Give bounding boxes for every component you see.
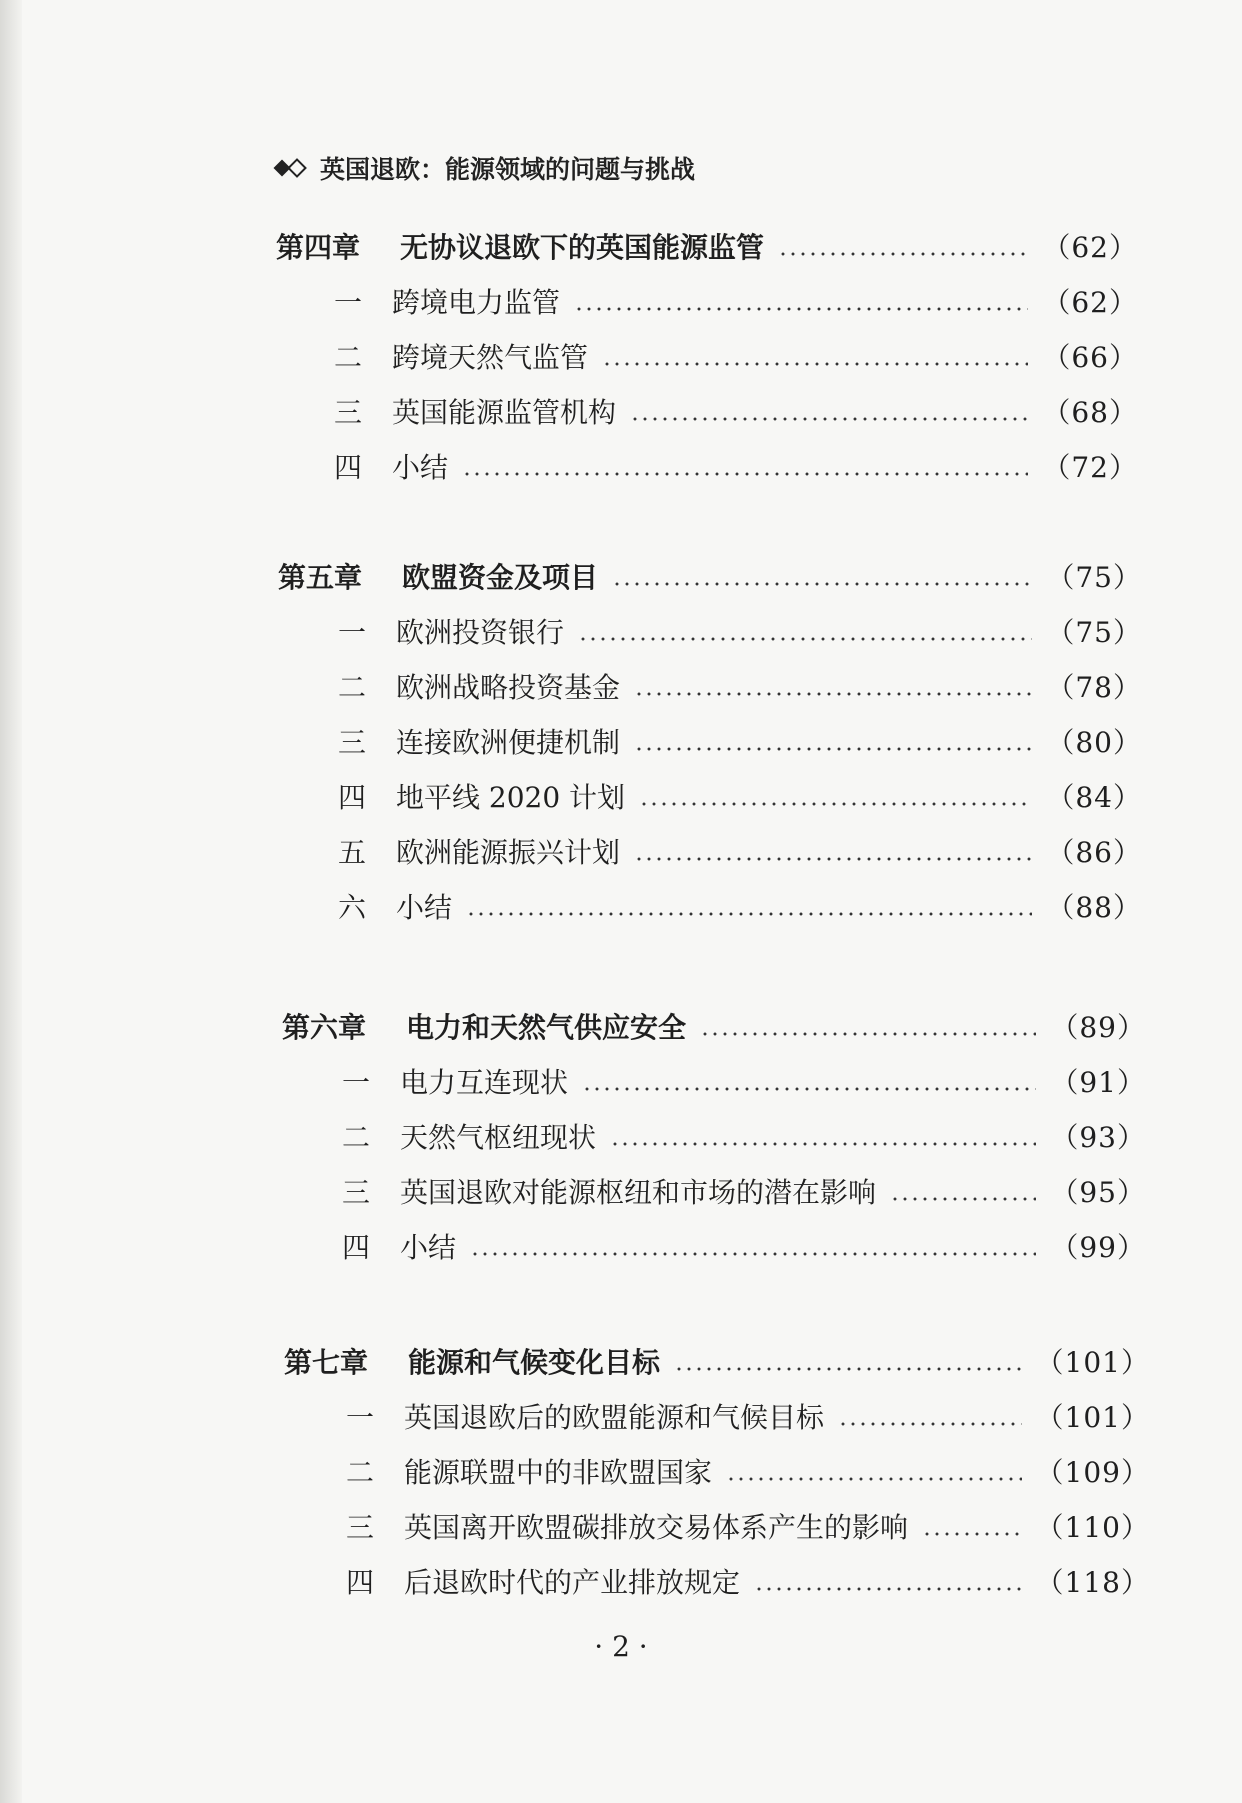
chapter-number: 第五章 [278, 561, 363, 594]
section-title: 连接欧洲便捷机制 [396, 726, 621, 759]
dot-leader [754, 1586, 1022, 1592]
section-title: 跨境天然气监管 [392, 341, 589, 374]
toc-section-entry [334, 395, 1138, 431]
toc-section-entry [346, 1565, 1150, 1601]
toc-section-entry [338, 890, 1142, 926]
toc-section-entry [338, 725, 1142, 761]
section-title: 欧洲能源振兴计划 [396, 836, 621, 869]
toc-section-entry [338, 835, 1142, 871]
section-number: 三 [342, 1176, 371, 1209]
section-title: 英国退欧后的欧盟能源和气候目标 [404, 1401, 825, 1434]
page-reference: （86） [1046, 836, 1142, 869]
dot-leader [462, 471, 1028, 477]
dot-leader [578, 636, 1032, 642]
page-reference: （75） [1046, 616, 1142, 649]
section-title: 地平线 2020 计划 [396, 781, 626, 814]
section-title: 英国能源监管机构 [392, 396, 617, 429]
section-number: 二 [334, 341, 363, 374]
section-number: 三 [338, 726, 367, 759]
toc-section-entry [338, 670, 1142, 706]
page-reference: （99） [1050, 1231, 1146, 1264]
page-reference: （101） [1035, 1346, 1150, 1379]
dot-leader [582, 1086, 1036, 1092]
page-reference: （118） [1035, 1566, 1150, 1599]
page-reference: （95） [1050, 1176, 1146, 1209]
dot-leader [630, 416, 1028, 422]
section-number: 三 [346, 1511, 375, 1544]
page-number: · 2 · [594, 1630, 648, 1663]
page-reference: （62） [1042, 231, 1138, 264]
page-reference: （75） [1046, 561, 1142, 594]
page-reference: （66） [1042, 341, 1138, 374]
dot-leader [838, 1421, 1022, 1427]
toc-section-entry [342, 1175, 1146, 1211]
page-reference: （84） [1046, 781, 1142, 814]
toc-section-entry [334, 340, 1138, 376]
toc-chapter-entry [284, 1345, 1150, 1381]
page-reference: （91） [1050, 1066, 1146, 1099]
section-title: 小结 [396, 891, 453, 924]
toc-section-entry [342, 1230, 1146, 1266]
section-title: 英国退欧对能源枢纽和市场的潜在影响 [400, 1176, 877, 1209]
dot-leader [922, 1531, 1022, 1537]
chapter-title: 无协议退欧下的英国能源监管 [400, 231, 765, 264]
chapter-number: 第七章 [284, 1346, 369, 1379]
page-reference: （109） [1035, 1456, 1150, 1489]
chapter-number: 第四章 [276, 231, 361, 264]
toc-section-entry [346, 1400, 1150, 1436]
dot-leader [610, 1141, 1036, 1147]
dot-leader [634, 746, 1032, 752]
dot-leader [890, 1196, 1036, 1202]
chapter-title: 能源和气候变化目标 [408, 1346, 661, 1379]
toc-section-entry [338, 615, 1142, 651]
toc-section-entry [342, 1065, 1146, 1101]
dot-leader [470, 1251, 1036, 1257]
toc-section-entry [346, 1510, 1150, 1546]
section-title: 后退欧时代的产业排放规定 [404, 1566, 741, 1599]
dot-leader [700, 1031, 1036, 1037]
section-title: 欧洲投资银行 [396, 616, 565, 649]
section-title: 电力互连现状 [400, 1066, 569, 1099]
section-number: 二 [346, 1456, 375, 1489]
dot-leader [612, 581, 1032, 587]
section-title: 天然气枢纽现状 [400, 1121, 597, 1154]
section-number: 一 [342, 1066, 371, 1099]
dot-leader [674, 1366, 1022, 1372]
dot-leader [466, 911, 1032, 917]
page-reference: （93） [1050, 1121, 1146, 1154]
page-reference: （89） [1050, 1011, 1146, 1044]
section-title: 英国离开欧盟碳排放交易体系产生的影响 [404, 1511, 909, 1544]
toc-chapter-entry [276, 230, 1138, 266]
dot-leader [634, 856, 1032, 862]
chapter-number: 第六章 [282, 1011, 367, 1044]
toc-chapter-entry [278, 560, 1142, 596]
toc-section-entry [334, 450, 1138, 486]
section-title: 能源联盟中的非欧盟国家 [404, 1456, 713, 1489]
section-number: 四 [346, 1566, 375, 1599]
toc-chapter-entry [282, 1010, 1146, 1046]
page-reference: （68） [1042, 396, 1138, 429]
section-number: 一 [334, 286, 363, 319]
dot-leader [634, 691, 1032, 697]
toc-section-entry [342, 1120, 1146, 1156]
section-number: 四 [342, 1231, 371, 1264]
dot-leader [639, 801, 1032, 807]
page-reference: （110） [1035, 1511, 1150, 1544]
toc-section-entry [338, 780, 1142, 816]
page-reference: （78） [1046, 671, 1142, 704]
page-reference: （88） [1046, 891, 1142, 924]
dot-leader [726, 1476, 1022, 1482]
section-number: 二 [338, 671, 367, 704]
section-number: 四 [334, 451, 363, 484]
dot-leader [602, 361, 1028, 367]
chapter-title: 欧盟资金及项目 [402, 561, 599, 594]
chapter-title: 电力和天然气供应安全 [406, 1011, 687, 1044]
section-title: 小结 [400, 1231, 457, 1264]
page-reference: （62） [1042, 286, 1138, 319]
page-reference: （80） [1046, 726, 1142, 759]
section-title: 欧洲战略投资基金 [396, 671, 621, 704]
section-title: 跨境电力监管 [392, 286, 561, 319]
toc-section-entry [346, 1455, 1150, 1491]
section-number: 三 [334, 396, 363, 429]
running-header-title: 英国退欧：能源领域的问题与挑战 [320, 155, 696, 184]
toc-section-entry [334, 285, 1138, 321]
section-number: 二 [342, 1121, 371, 1154]
section-title: 小结 [392, 451, 449, 484]
section-number: 五 [338, 836, 367, 869]
page-reference: （101） [1035, 1401, 1150, 1434]
section-number: 一 [338, 616, 367, 649]
section-number: 一 [346, 1401, 375, 1434]
section-number: 六 [338, 891, 367, 924]
section-number: 四 [338, 781, 367, 814]
page-reference: （72） [1042, 451, 1138, 484]
dot-leader [778, 251, 1028, 257]
dot-leader [574, 306, 1028, 312]
